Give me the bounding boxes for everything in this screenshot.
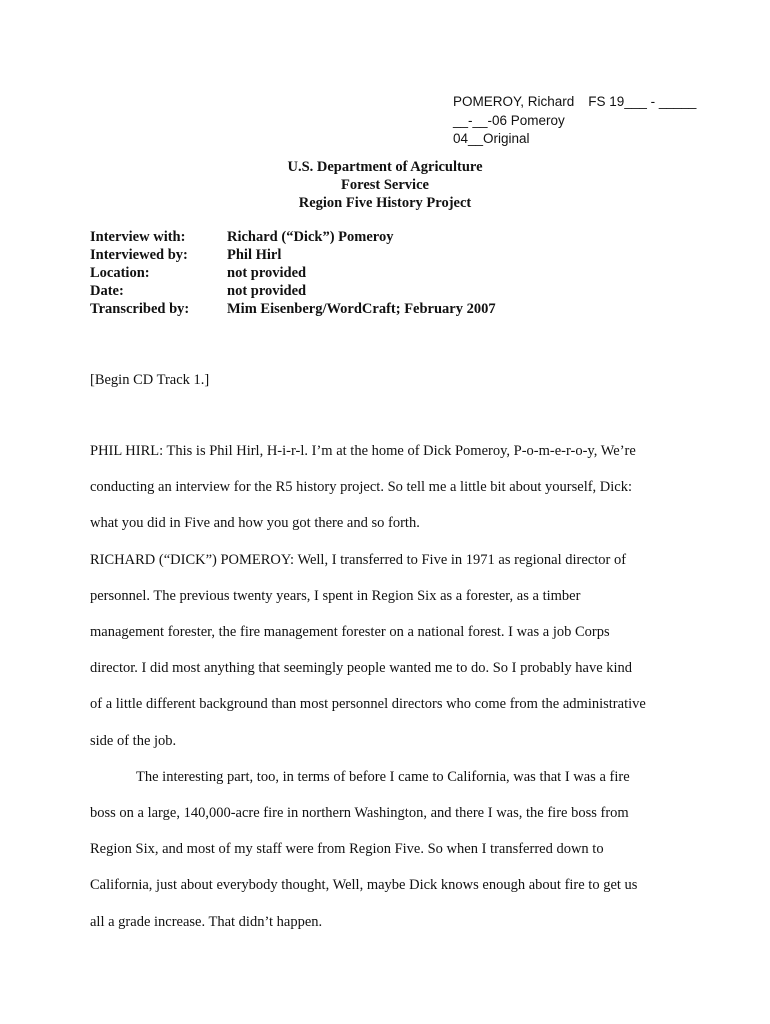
meta-row-transcribed-by [90, 300, 496, 318]
transcript-line: director. I did most anything that seemingly people wanted me to do. So I probably have kind [90, 660, 633, 677]
transcript-line: boss on a large, 140,000-acre fire in northern Washington, and there I was, the fire boss from [90, 805, 629, 822]
transcript-line: management forester, the fire management forester on a national forest. I was a job Corps [90, 624, 610, 641]
meta-label: Interview with: [90, 229, 186, 245]
meta-row-interview-with [90, 228, 496, 246]
header-fs-code: FS 19___ - _____ [588, 94, 697, 109]
transcript-line: Region Six, and most of my staff were from Region Five. So when I transferred down to [90, 841, 604, 858]
transcript-line: side of the job. [90, 732, 177, 749]
transcript-line: conducting an interview for the R5 history project. So tell me a little bit about yourself, Dick: [90, 479, 633, 496]
transcript-line: PHIL HIRL: This is Phil Hirl, H-i-r-l. I’m at the home of Dick Pomeroy, P-o-m-e-r-o-y, We’re [90, 443, 636, 459]
header-line-3: 04__Original [453, 131, 530, 146]
interview-metadata [90, 228, 496, 318]
meta-value: Mim Eisenberg/WordCraft; February 2007 [227, 301, 496, 317]
header-line-1 [453, 93, 696, 112]
meta-row-interviewed-by [90, 246, 496, 264]
meta-value: Richard (“Dick”) Pomeroy [227, 229, 394, 245]
transcript-line: The interesting part, too, in terms of before I came to California, was that I was a fire [136, 768, 630, 785]
meta-value: Phil Hirl [227, 247, 282, 263]
file-header [453, 93, 696, 149]
meta-label: Date: [90, 283, 124, 299]
meta-value: not provided [227, 283, 307, 299]
meta-row-location [90, 264, 496, 282]
meta-label: Location: [90, 265, 150, 281]
meta-row-date [90, 282, 496, 300]
agency-title [0, 158, 770, 212]
agency-line-2: Forest Service [341, 177, 429, 193]
cd-track-marker: [Begin CD Track 1.] [90, 372, 210, 388]
transcript-body [90, 433, 690, 940]
transcript-line: of a little different background than most personnel directors who come from the administrative [90, 696, 646, 713]
agency-line-3: Region Five History Project [298, 195, 472, 211]
header-line-2: __-__-06 Pomeroy [453, 112, 565, 128]
meta-value: not provided [227, 265, 307, 281]
agency-line-1: U.S. Department of Agriculture [287, 159, 483, 175]
meta-label: Transcribed by: [90, 301, 190, 317]
header-name: POMEROY, Richard [453, 94, 575, 109]
transcript-line: California, just about everybody thought, Well, maybe Dick knows enough about fire to get us [90, 877, 638, 894]
transcript-line: personnel. The previous twenty years, I spent in Region Six as a forester, as a timber [90, 587, 581, 604]
transcript-line: RICHARD (“DICK”) POMEROY: Well, I transferred to Five in 1971 as regional director of [90, 551, 627, 568]
meta-label: Interviewed by: [90, 247, 188, 263]
transcript-line: all a grade increase. That didn’t happen. [90, 913, 323, 930]
transcript-line: what you did in Five and how you got there and so forth. [90, 515, 420, 532]
